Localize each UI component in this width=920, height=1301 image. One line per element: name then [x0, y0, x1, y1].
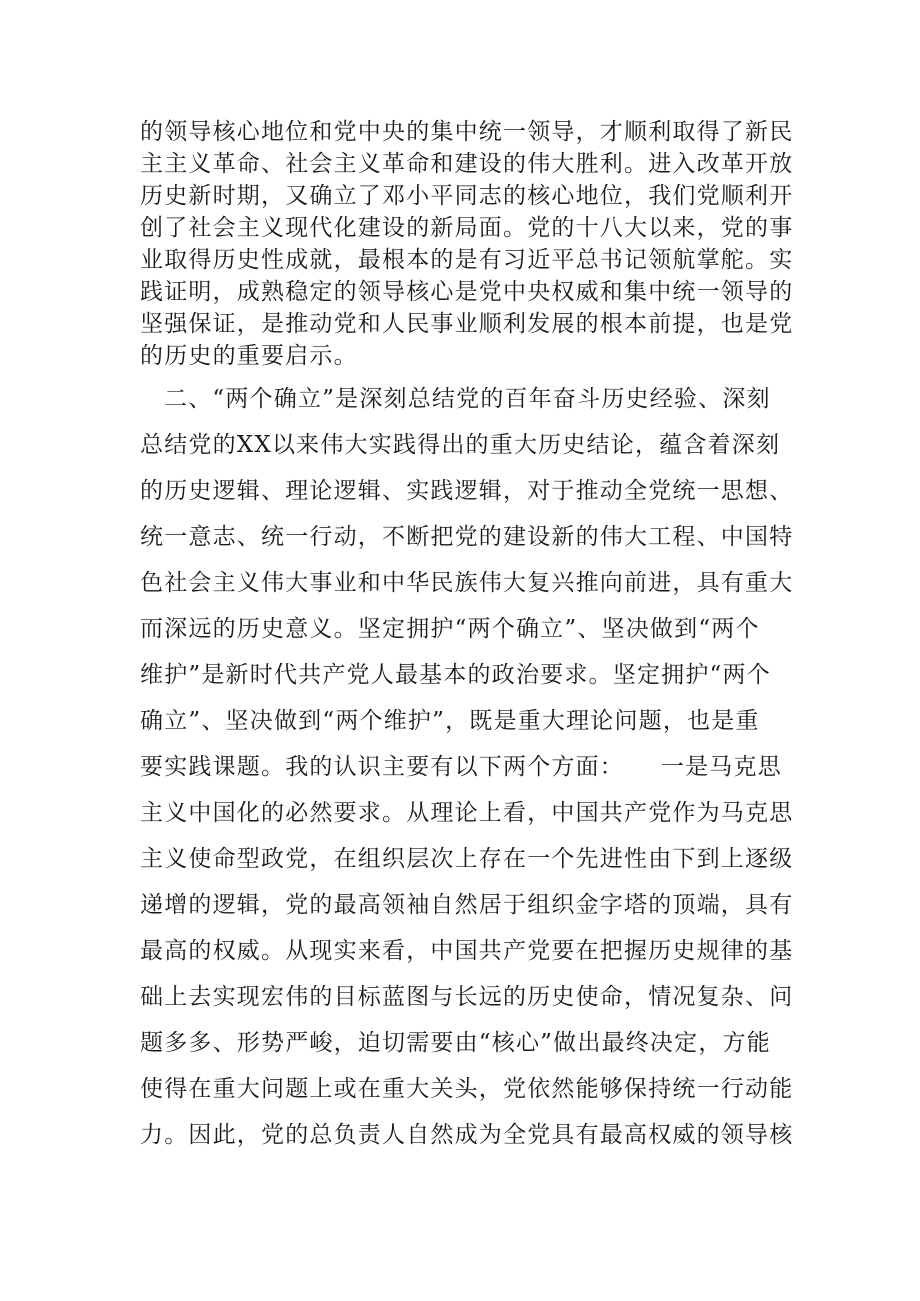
text-line: 总结党的XX以来伟大实践得出的重大历史结论，蕴含着深刻 — [140, 432, 781, 458]
text-line: 要实践课题。我的认识主要有以下两个方面： 一是马克思 — [140, 754, 782, 780]
text-line: 历史新时期，又确立了邓小平同志的核心地位，我们党顺利开 — [140, 183, 794, 209]
text-line: 统一意志、统一行动，不断把党的建设新的伟大工程、中国特 — [140, 524, 794, 550]
text-line: 础上去实现宏伟的目标蓝图与长远的历史使命，情况复杂、问 — [140, 984, 794, 1010]
text-line: 主义使命型政党，在组织层次上存在一个先进性由下到上逐级 — [140, 846, 794, 872]
text-line: 的历史的重要启示。 — [140, 343, 358, 369]
text-line: 业取得历史性成就，最根本的是有习近平总书记领航掌舵。实 — [140, 247, 794, 273]
text-line: 递增的逻辑，党的最高领袖自然居于组织金字塔的顶端，具有 — [140, 892, 794, 918]
text-line: 二、“两个确立”是深刻总结党的百年奋斗历史经验、深刻 — [164, 386, 771, 412]
text-line: 而深远的历史意义。坚定拥护“两个确立”、坚决做到“两个 — [140, 616, 760, 642]
text-line: 力。因此，党的总负责人自然成为全党具有最高权威的领导核 — [140, 1122, 794, 1148]
text-line: 坚强保证，是推动党和人民事业顺利发展的根本前提，也是党 — [140, 311, 794, 337]
text-line: 题多多、形势严峻，迫切需要由“核心”做出最终决定，方能 — [140, 1030, 771, 1056]
text-line: 维护”是新时代共产党人最基本的政治要求。坚定拥护“两个 — [140, 662, 771, 688]
text-line: 的领导核心地位和党中央的集中统一领导，才顺利取得了新民 — [140, 119, 794, 145]
text-line: 创了社会主义现代化建设的新局面。党的十八大以来，党的事 — [140, 215, 794, 241]
text-line: 确立”、坚决做到“两个维护”，既是重大理论问题，也是重 — [140, 708, 760, 734]
text-line: 的历史逻辑、理论逻辑、实践逻辑，对于推动全党统一思想、 — [140, 478, 794, 504]
text-line: 最高的权威。从现实来看，中国共产党要在把握历史规律的基 — [140, 938, 794, 964]
text-line: 主主义革命、社会主义革命和建设的伟大胜利。进入改革开放 — [140, 151, 794, 177]
text-line: 践证明，成熟稳定的领导核心是党中央权威和集中统一领导的 — [140, 279, 794, 305]
text-line: 使得在重大问题上或在重大关头，党依然能够保持统一行动能 — [140, 1076, 794, 1102]
text-line: 主义中国化的必然要求。从理论上看，中国共产党作为马克思 — [140, 800, 794, 826]
text-line: 色社会主义伟大事业和中华民族伟大复兴推向前进，具有重大 — [140, 570, 794, 596]
